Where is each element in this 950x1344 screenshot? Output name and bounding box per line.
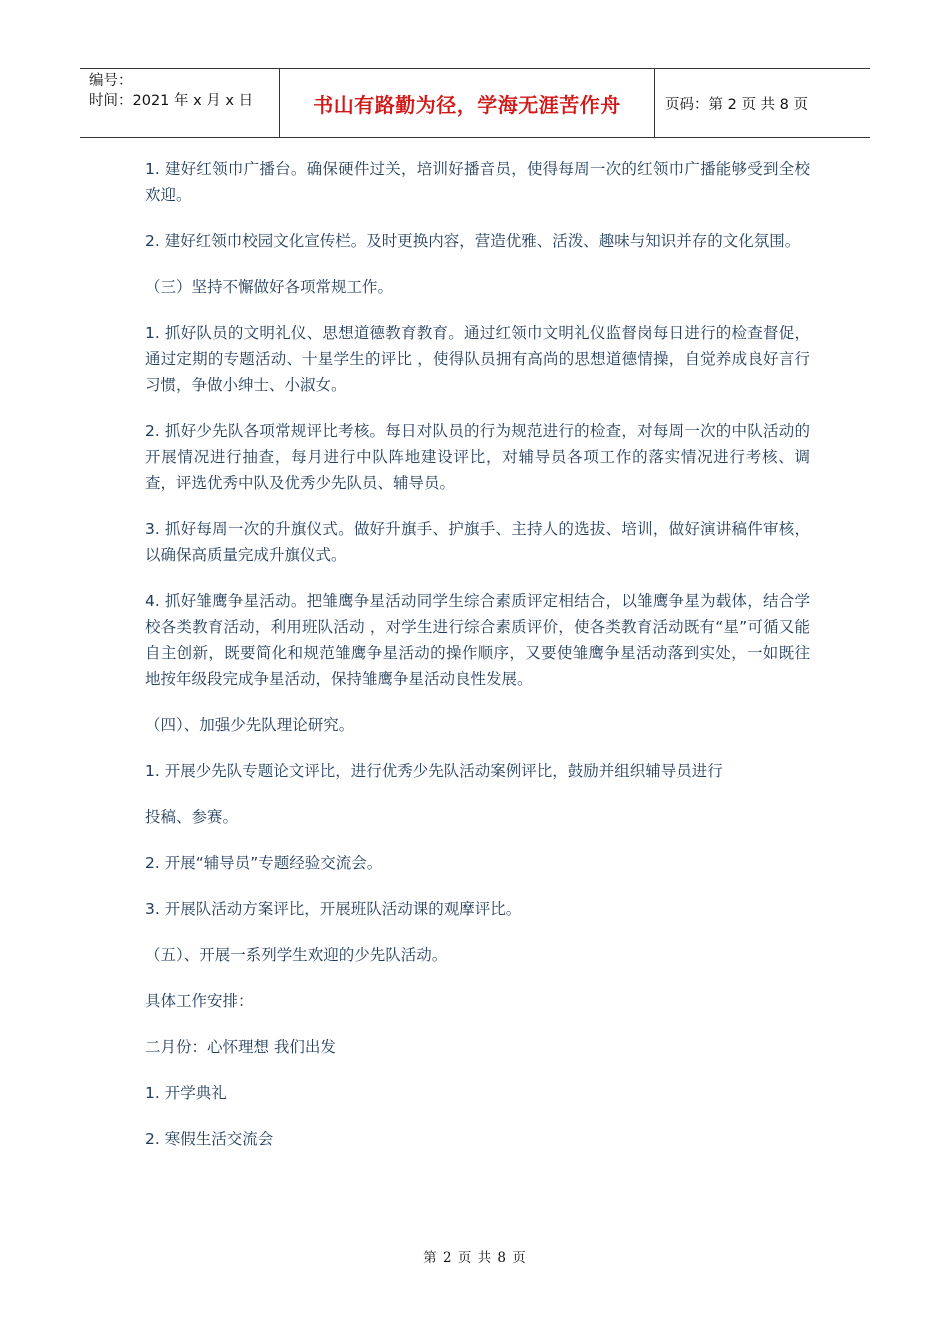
page-header	[80, 68, 870, 138]
document-body	[145, 156, 810, 1172]
section-heading: （三）坚持不懈做好各项常规工作。	[145, 278, 394, 296]
paragraph: 1. 开展少先队专题论文评比，进行优秀少先队活动案例评比，鼓励并组织辅导员进行	[145, 762, 723, 780]
paragraph: 具体工作安排：	[145, 992, 254, 1010]
header-page-info: 页码：第 2 页 共 8 页	[665, 96, 808, 113]
page-footer: 第 2 页 共 8 页	[423, 1250, 527, 1266]
paragraph: 1. 建好红领巾广播台。确保硬件过关，培训好播音员，使得每周一次的红领巾广播能够受到全校欢迎。	[145, 160, 810, 204]
section-heading: （四）、加强少先队理论研究。	[145, 716, 355, 734]
header-meta	[80, 69, 280, 137]
paragraph: 3. 抓好每周一次的升旗仪式。做好升旗手、护旗手、主持人的选拔、培训，做好演讲稿件审核，以确保高质量完成升旗仪式。	[145, 520, 810, 564]
paragraph: 3. 开展队活动方案评比，开展班队活动课的观摩评比。	[145, 900, 522, 918]
paragraph: 二月份：心怀理想 我们出发	[145, 1038, 336, 1056]
section-heading: （五）、开展一系列学生欢迎的少先队活动。	[145, 946, 448, 964]
paragraph: 2. 建好红领巾校园文化宣传栏。及时更换内容，营造优雅、活泼、趣味与知识并存的文化氛围。	[145, 232, 801, 250]
document-number: 编号：	[89, 73, 133, 89]
list-item: 2. 寒假生活交流会	[145, 1130, 274, 1148]
list-item: 1. 开学典礼	[145, 1084, 227, 1102]
document-date: 时间：2021 年 x 月 x 日	[89, 93, 254, 109]
paragraph: 投稿、参赛。	[145, 808, 239, 826]
paragraph: 2. 开展“辅导员”专题经验交流会。	[145, 854, 383, 872]
header-motto: 书山有路勤为径，学海无涯苦作舟	[280, 69, 655, 137]
paragraph: 2. 抓好少先队各项常规评比考核。每日对队员的行为规范进行的检查，对每周一次的中队活动的开展情况进行抽查，每月进行中队阵地建设评比，对辅导员各项工作的落实情况进行考核、调查，评选优秀中队及优秀少先队员、辅导员。	[145, 422, 810, 492]
paragraph: 4. 抓好雏鹰争星活动。把雏鹰争星活动同学生综合素质评定相结合，以雏鹰争星为载体，结合学校各类教育活动，利用班队活动 ，对学生进行综合素质评价，使各类教育活动既有“星”可循又能自主创新，既要简化和规范雏鹰争星活动的操作顺序，又要使雏鹰争星活动落到实处，一如既往地按年级段完成争星活动，保持雏鹰争星活动良性发展。	[145, 592, 810, 688]
paragraph: 1. 抓好队员的文明礼仪、思想道德教育教育。通过红领巾文明礼仪监督岗每日进行的检查督促，通过定期的专题活动、十星学生的评比 ，使得队员拥有高尚的思想道德情操，自觉养成良好言行习惯，争做小绅士、小淑女。	[145, 324, 810, 394]
